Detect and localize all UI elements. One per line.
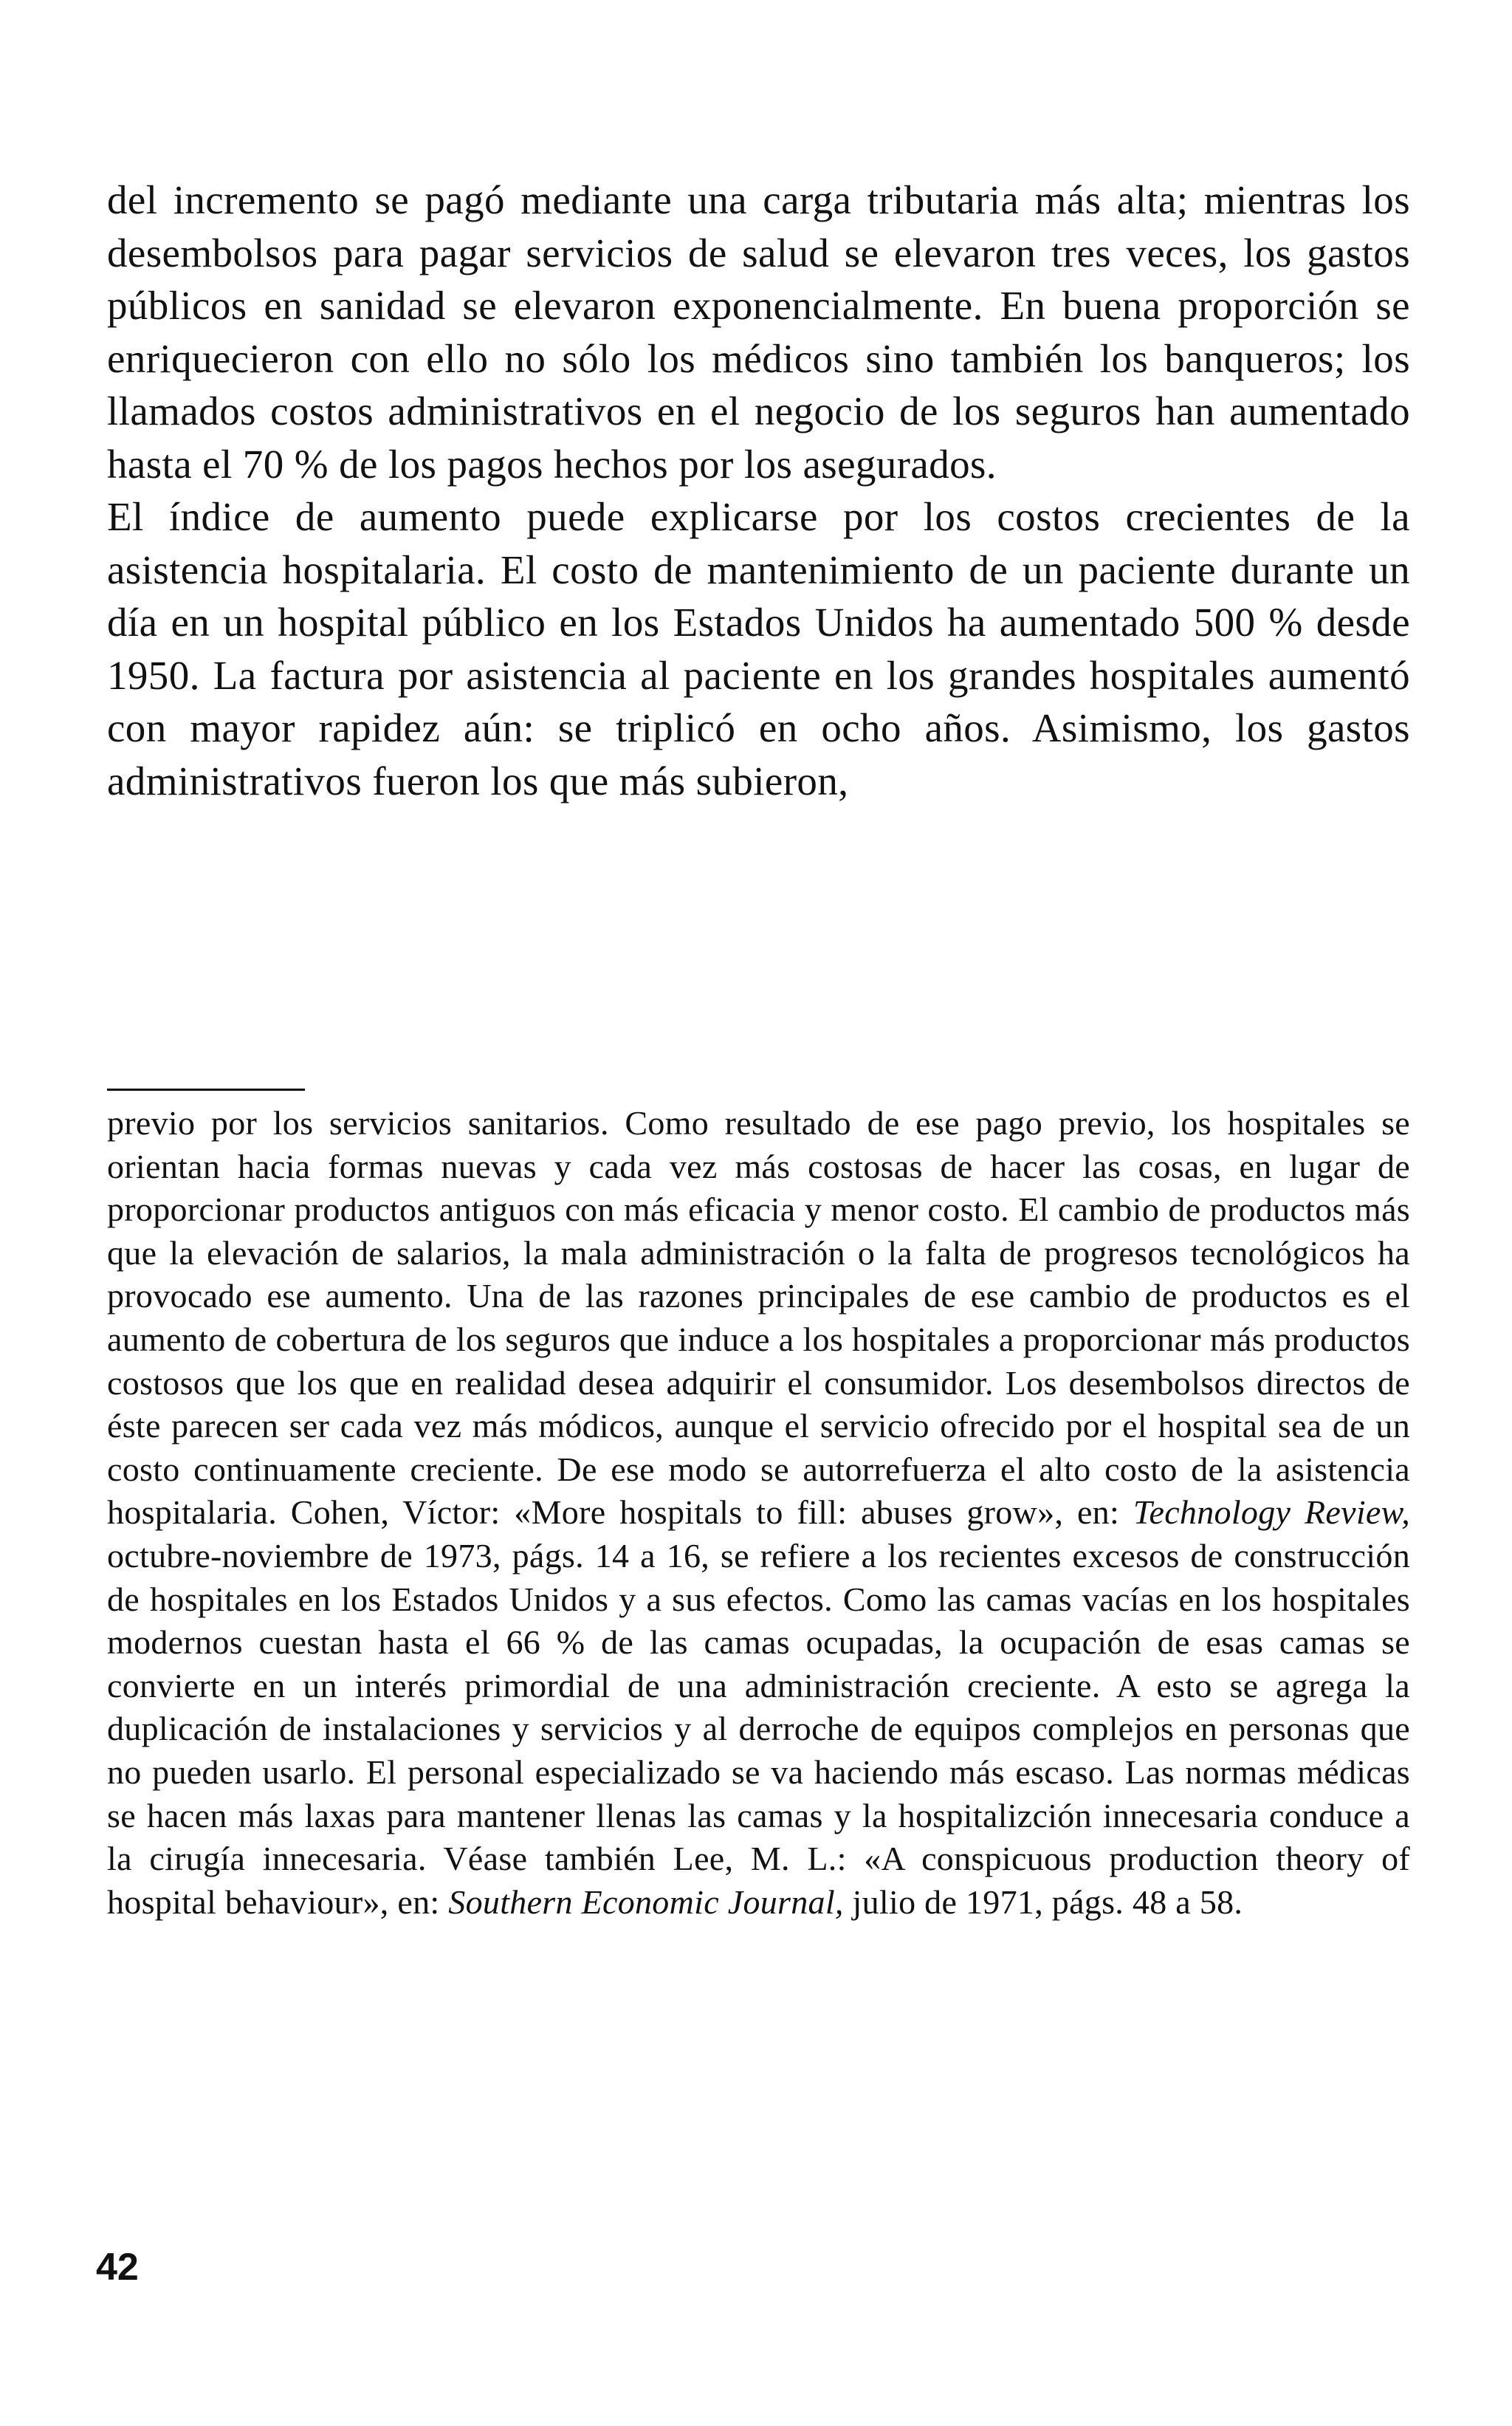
footnote-text-part-1: previo por los servicios sanitarios. Como resultado de ese pago previo, los hospitales se orientan hacia formas nuevas y cada vez más costosas de hacer las cosas, en lugar de proporcionar productos antiguos con más eficacia y menor costo. El cambio de productos más que la elevación de salarios, la mala administración o la falta de progresos tecnológicos ha provocado ese aumento. Una de las razones principales de ese cambio de productos es el aumento de cobertura de los seguros que induce a los hospitales a proporcionar más productos costosos que los que en realidad desea adquirir el consumidor. Los desembolsos directos de éste parecen ser cada vez más módicos, aunque el servicio ofrecido por el hospital sea de un costo continuamente creciente. De ese modo se autorrefuerza el alto costo de la asistencia hospitalaria. Cohen, Víctor: «More hospitals to fill: abuses grow», en: bbox=[107, 1104, 1410, 1532]
footnote-divider bbox=[107, 1089, 305, 1091]
page-number: 42 bbox=[96, 2246, 139, 2289]
footnote bbox=[107, 1102, 1410, 1924]
footnote-text-part-3: julio de 1971, págs. 48 a 58. bbox=[843, 1882, 1243, 1921]
footnote-text-part-2: octubre-noviembre de 1973, págs. 14 a 16, se refiere a los recientes excesos de construcción de hospitales en los Estados Unidos y a sus efectos. Como las camas vacías en los hospitales modernos cuestan hasta el 66 % de las camas ocupadas, la ocupación de esas camas se convierte en un interés primordial de una administración creciente. A esto se agrega la duplicación de instalaciones y servicios y al derroche de equipos complejos en personas que no pueden usarlo. El personal especializado se va haciendo más escaso. Las normas médicas se hacen más laxas para mantener llenas las camas y la hospitalizción innecesaria conduce a la cirugía innecesaria. Véase también Lee, M. L.: «A conspicuous production theory of hospital behaviour», en: bbox=[107, 1536, 1410, 1921]
main-text bbox=[107, 174, 1410, 807]
journal-title-technology-review: Technology Review, bbox=[1133, 1493, 1410, 1532]
paragraph-2: El índice de aumento puede explicarse por los costos crecientes de la asistencia hospitalaria. El costo de mantenimiento de un paciente durante un día en un hospital público en los Estados Unidos ha aumentado 500 % desde 1950. La factura por asistencia al paciente en los grandes hospitales aumentó con mayor rapidez aún: se triplicó en ocho años. Asimismo, los gastos administrativos fueron los que más subieron, bbox=[107, 494, 1410, 803]
footnote-text bbox=[107, 1102, 1410, 1924]
journal-title-southern-economic-journal: Southern Economic Journal, bbox=[448, 1882, 844, 1921]
paragraph-1: del incremento se pagó mediante una carga tributaria más alta; mientras los desembolsos para pagar servicios de salud se elevaron tres veces, los gastos públicos en sanidad se elevaron exponencialmente. En buena proporción se enriquecieron con ello no sólo los médicos sino también los banqueros; los llamados costos administrativos en el negocio de los seguros han aumentado hasta el 70 % de los pagos hechos por los asegurados. bbox=[107, 177, 1410, 487]
